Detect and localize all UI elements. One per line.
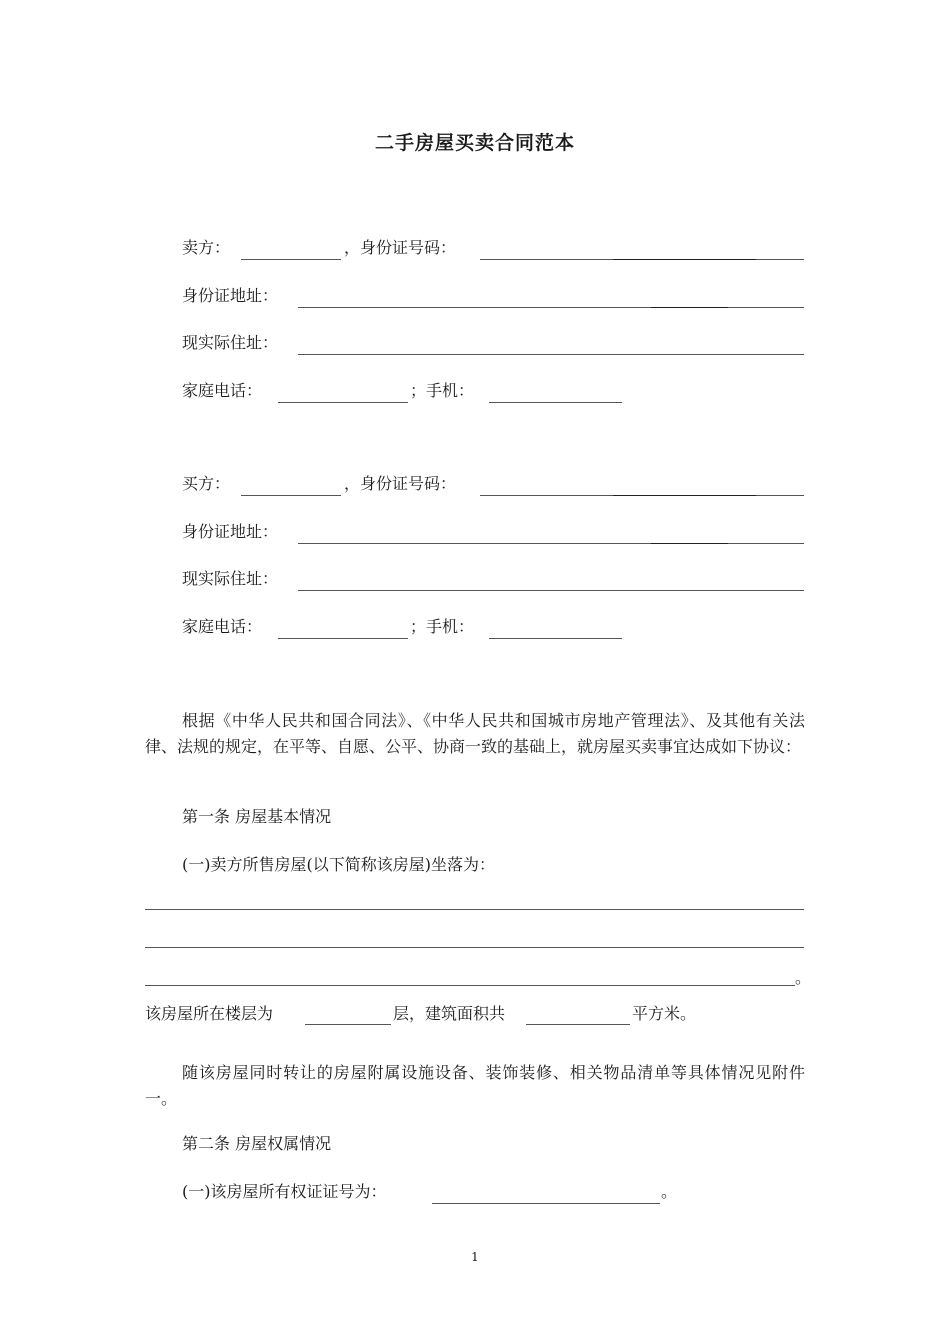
intro-paragraph: 根据《中华人民共和国合同法》、《中华人民共和国城市房地产管理法》、及其他有关法律、法规的规定，在平等、自愿、公平、协商一致的基础上，就房屋买卖事宜达成如下协议： — [145, 711, 805, 756]
page-number: 1 — [471, 1250, 479, 1264]
buyer-id-address-label: 身份证地址： — [182, 522, 279, 541]
seller-id-address-underline — [651, 287, 728, 308]
buyer-id-field-underline — [613, 475, 756, 496]
seller-name-label: 卖方： — [182, 238, 231, 257]
area-field[interactable] — [526, 1004, 630, 1025]
seller-name-field[interactable] — [241, 239, 341, 260]
buyer-name-field[interactable] — [241, 475, 341, 496]
location-line-3[interactable] — [145, 985, 795, 986]
buyer-id-address-underline — [651, 523, 728, 544]
seller-current-address-label: 现实际住址： — [182, 333, 279, 352]
buyer-mobile-field[interactable] — [489, 618, 622, 639]
certificate-period: 。 — [661, 1182, 678, 1201]
article2-heading: 第二条 房屋权属情况 — [182, 1134, 332, 1153]
location-line-1[interactable] — [145, 909, 804, 910]
seller-mobile-label: ；手机： — [410, 381, 475, 400]
location-period: 。 — [795, 968, 812, 987]
article1-item1: (一)卖方所售房屋(以下简称该房屋)坐落为： — [182, 855, 495, 874]
document-title: 二手房屋买卖合同范本 — [374, 132, 575, 154]
seller-id-address-label: 身份证地址： — [182, 286, 279, 305]
article2-item1: (一)该房屋所有权证证号为： — [182, 1182, 387, 1201]
area-unit: 平方米。 — [632, 1004, 697, 1023]
location-line-2[interactable] — [145, 947, 804, 948]
buyer-id-label: ，身份证号码： — [344, 474, 457, 493]
seller-id-field-underline — [613, 239, 756, 260]
seller-mobile-field[interactable] — [489, 382, 622, 403]
seller-current-address-field[interactable] — [298, 334, 804, 355]
buyer-id-address-field[interactable] — [298, 523, 804, 544]
seller-id-address-field[interactable] — [298, 287, 804, 308]
buyer-home-phone-field[interactable] — [278, 618, 408, 639]
seller-id-label: ，身份证号码： — [344, 238, 457, 257]
seller-home-phone-field[interactable] — [278, 382, 408, 403]
certificate-number-field[interactable] — [432, 1183, 660, 1204]
buyer-mobile-label: ；手机： — [410, 617, 475, 636]
seller-home-phone-label: 家庭电话： — [182, 381, 263, 400]
buyer-current-address-field[interactable] — [298, 570, 804, 591]
buyer-name-label: 买方： — [182, 474, 231, 493]
accessories-paragraph: 随该房屋同时转让的房屋附属设施设备、装饰装修、相关物品清单等具体情况见附件一。 — [145, 1063, 805, 1108]
article1-heading: 第一条 房屋基本情况 — [182, 807, 332, 826]
buyer-current-address-label: 现实际住址： — [182, 569, 279, 588]
floor-field[interactable] — [305, 1004, 391, 1025]
floor-prefix: 该房屋所在楼层为 — [145, 1004, 274, 1023]
floor-unit: 层，建筑面积共 — [393, 1004, 506, 1023]
buyer-home-phone-label: 家庭电话： — [182, 617, 263, 636]
